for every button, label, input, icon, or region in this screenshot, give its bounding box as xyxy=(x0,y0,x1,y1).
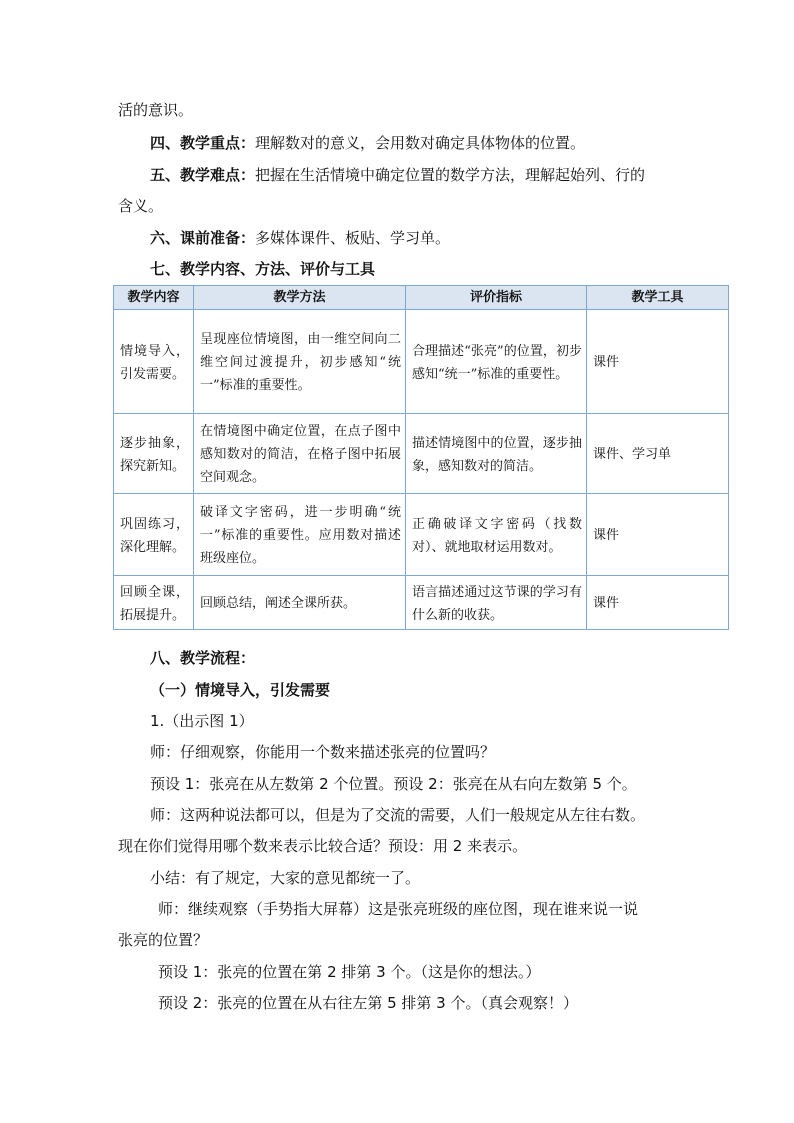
flow-text-continued: 现在你们觉得用哪个数来表示比较合适？预设：用 2 来表示。 xyxy=(118,837,528,855)
teaching-focus xyxy=(150,133,585,153)
teaching-difficulty-continued: 含义。 xyxy=(118,197,164,215)
table-cell-evaluation: 合理描述“张亮”的位置，初步感知“统一”标准的重要性。 xyxy=(406,310,587,414)
flow-text: 预设 1：张亮的位置在第 2 排第 3 个。（这是你的想法。） xyxy=(158,963,541,981)
table-cell-method: 回顾总结，阐述全课所获。 xyxy=(194,576,406,630)
teaching-plan-table xyxy=(113,285,729,630)
table-cell-method: 呈现座位情境图，由一维空间向二维空间过渡提升，初步感知“统一”标准的重要性。 xyxy=(194,310,406,414)
flow-text: 师：继续观察（手势指大屏幕）这是张亮班级的座位图，现在谁来说一说 xyxy=(158,900,639,918)
table-cell-method: 在情境图中确定位置，在点子图中感知数对的简洁，在格子图中拓展空间观念。 xyxy=(194,414,406,494)
table-header-cell: 评价指标 xyxy=(406,286,587,310)
table-cell-content: 巩固练习，深化理解。 xyxy=(114,494,194,576)
subsection-heading: （一）情境导入，引发需要 xyxy=(150,681,331,699)
table-row xyxy=(114,494,729,576)
flow-text: 预设 2：张亮的位置在从右往左第 5 排第 3 个。（真会观察！） xyxy=(158,994,578,1012)
table-cell-content: 情境导入，引发需要。 xyxy=(114,310,194,414)
table-cell-tool: 课件 xyxy=(587,494,729,576)
table-cell-tool: 课件、学习单 xyxy=(587,414,729,494)
table-cell-evaluation: 正确破译文字密码（找数对）、就地取材运用数对。 xyxy=(406,494,587,576)
teaching-focus-text: 理解数对的意义，会用数对确定具体物体的位置。 xyxy=(255,134,586,152)
table-header-cell: 教学工具 xyxy=(587,286,729,310)
table-header-row xyxy=(114,286,729,310)
table-cell-method: 破译文字密码，进一步明确“统一”标准的重要性。应用数对描述班级座位。 xyxy=(194,494,406,576)
flow-text: 小结：有了规定，大家的意见都统一了。 xyxy=(150,869,421,887)
table-row xyxy=(114,310,729,414)
section-heading-flow: 八、教学流程： xyxy=(150,649,256,667)
table-cell-tool: 课件 xyxy=(587,576,729,630)
paragraph-continued: 活的意识。 xyxy=(118,101,194,119)
table-cell-tool: 课件 xyxy=(587,310,729,414)
teaching-difficulty-text: 把握在生活情境中确定位置的数学方法，理解起始列、行的 xyxy=(255,166,646,184)
teaching-difficulty-label: 五、教学难点： xyxy=(150,166,256,184)
table-header-cell: 教学内容 xyxy=(114,286,194,310)
table-cell-evaluation: 描述情境图中的位置，逐步抽象，感知数对的简洁。 xyxy=(406,414,587,494)
table-header-cell: 教学方法 xyxy=(194,286,406,310)
flow-text: 预设 1：张亮在从左数第 2 个位置。预设 2：张亮在从右向左数第 5 个。 xyxy=(150,775,637,793)
section-heading-content: 七、教学内容、方法、评价与工具 xyxy=(150,260,376,278)
table-row xyxy=(114,576,729,630)
flow-text: 师：仔细观察，你能用一个数来描述张亮的位置吗？ xyxy=(150,743,496,761)
lesson-preparation-label: 六、课前准备： xyxy=(150,229,256,247)
table-row xyxy=(114,414,729,494)
flow-text-continued: 张亮的位置？ xyxy=(118,931,209,949)
flow-item: 1.（出示图 1） xyxy=(150,712,254,730)
teaching-difficulty xyxy=(150,165,645,185)
table-cell-evaluation: 语言描述通过这节课的学习有什么新的收获。 xyxy=(406,576,587,630)
lesson-preparation xyxy=(150,228,450,248)
table-cell-content: 逐步抽象，探究新知。 xyxy=(114,414,194,494)
teaching-focus-label: 四、教学重点： xyxy=(150,134,256,152)
table-cell-content: 回顾全课，拓展提升。 xyxy=(114,576,194,630)
flow-text: 师：这两种说法都可以，但是为了交流的需要，人们一般规定从左往右数。 xyxy=(150,806,646,824)
lesson-preparation-text: 多媒体课件、板贴、学习单。 xyxy=(255,229,451,247)
